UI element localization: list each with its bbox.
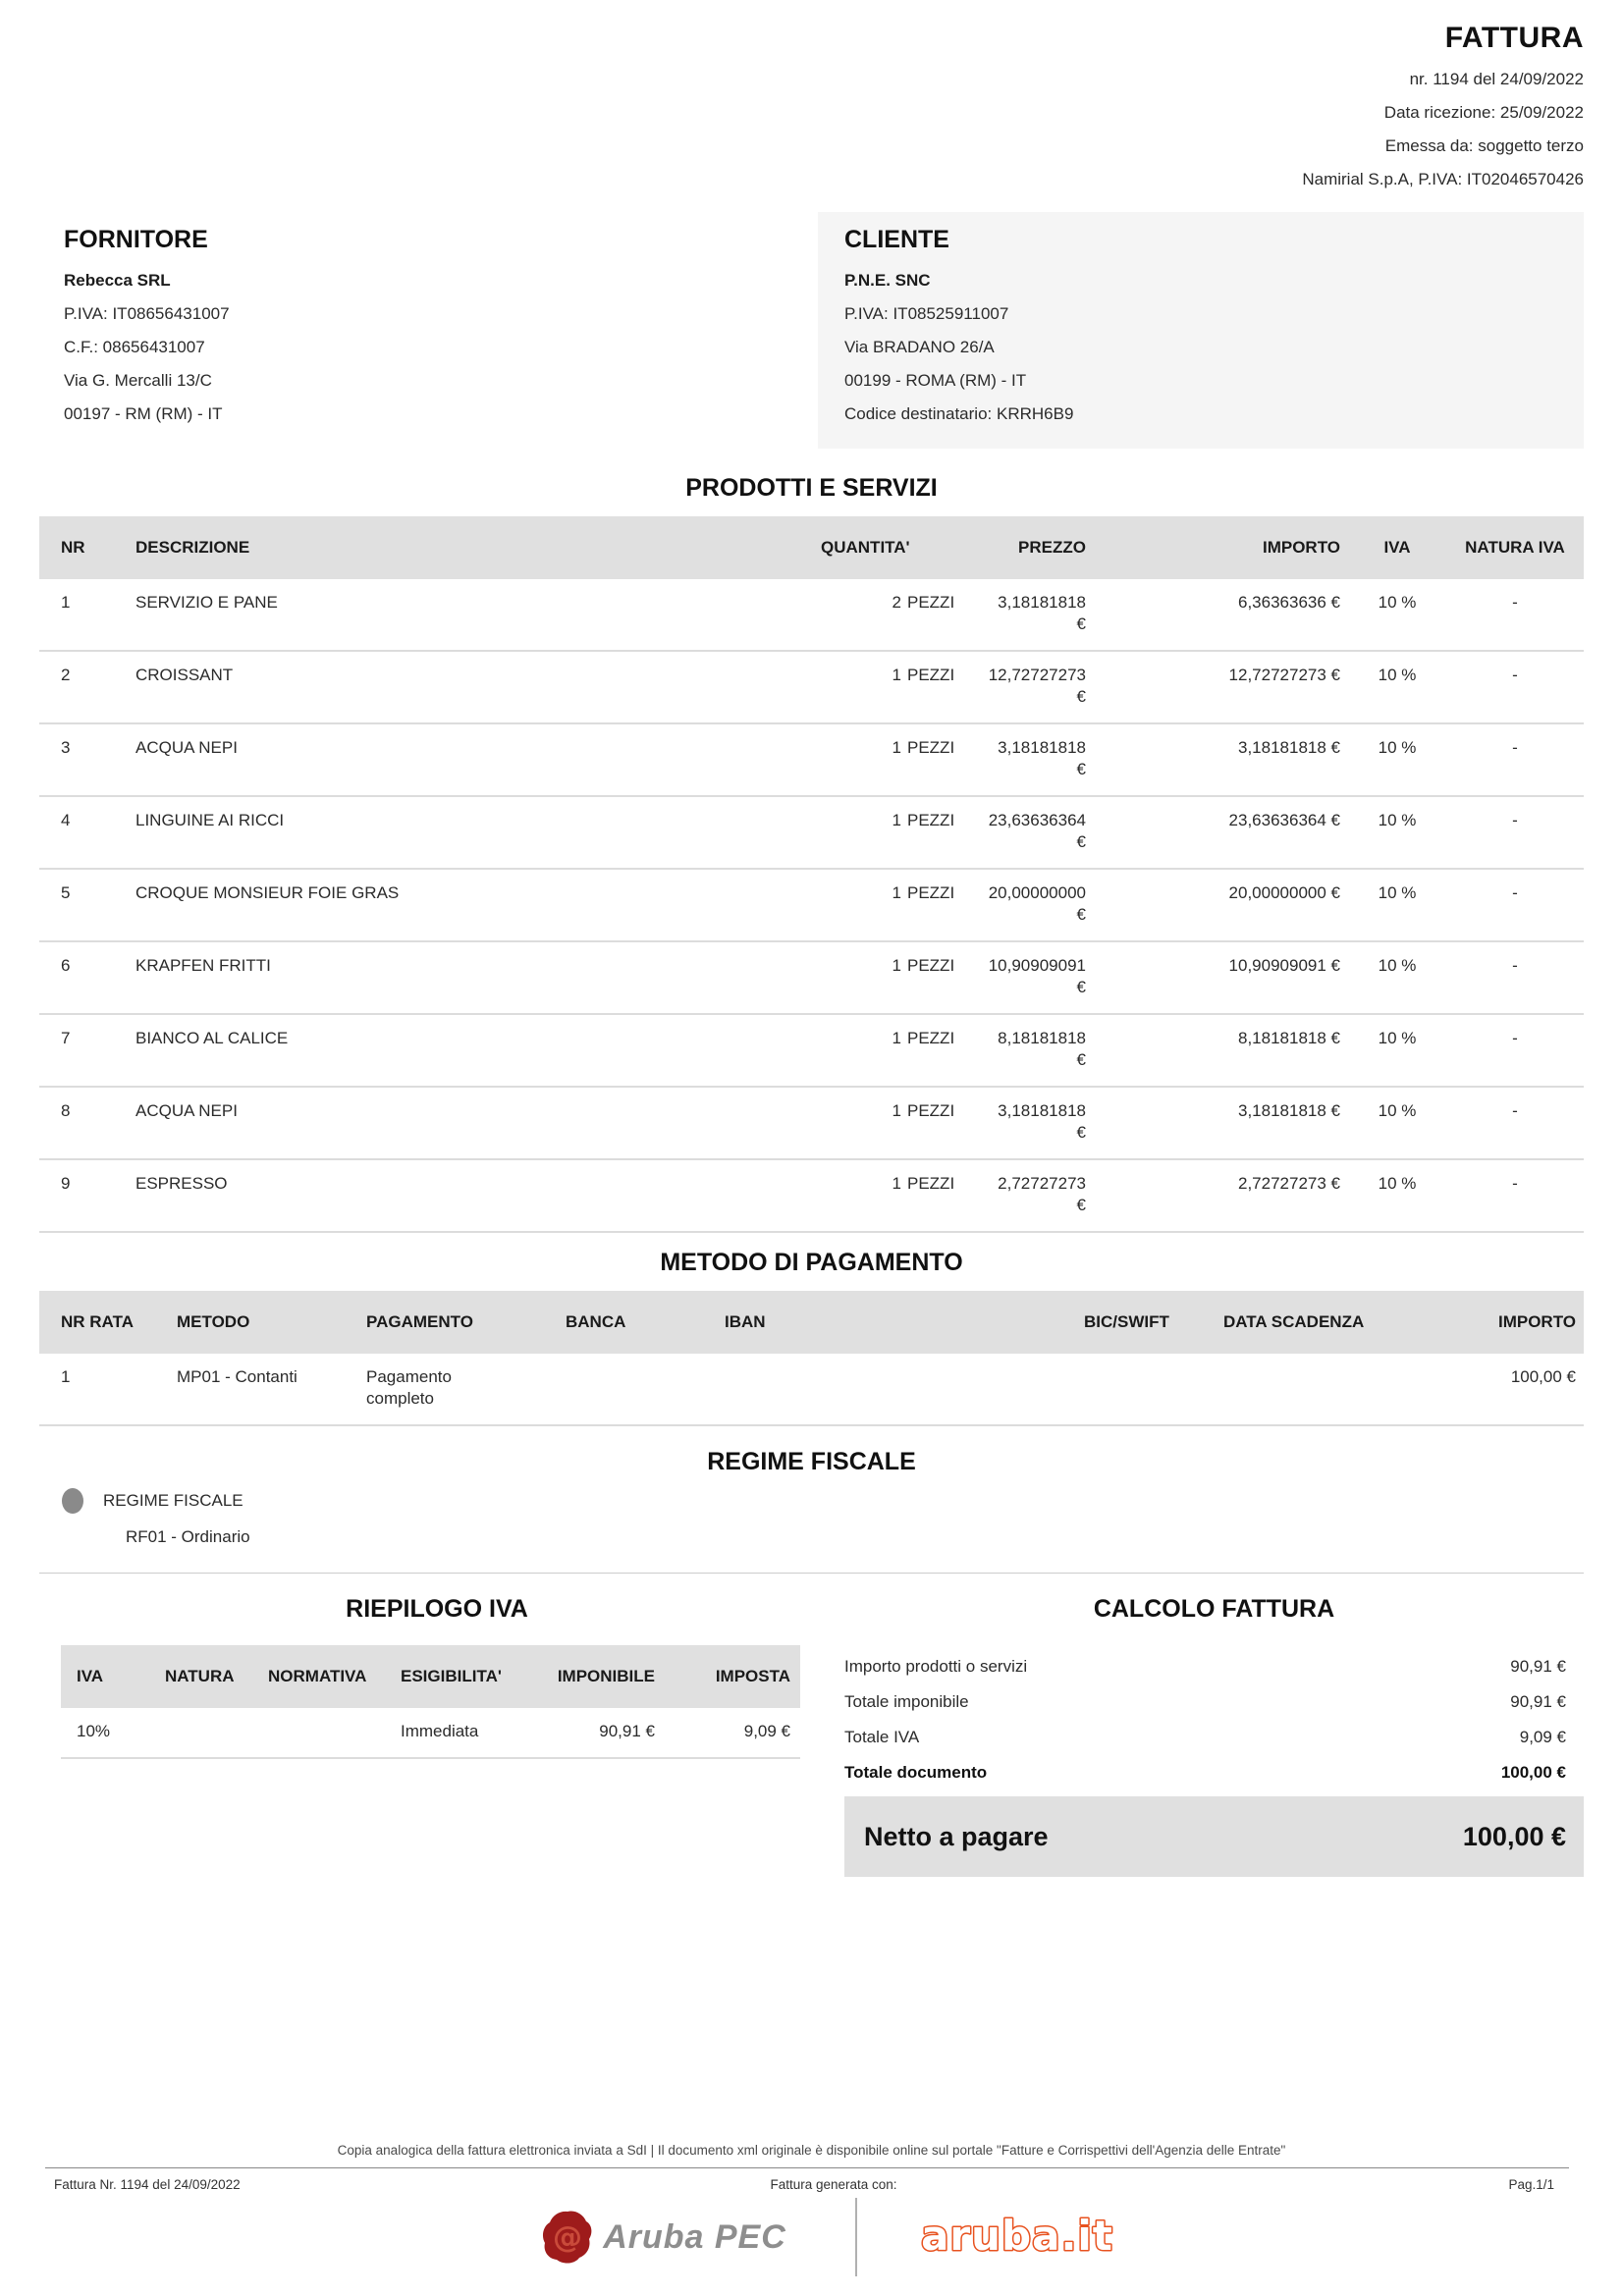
regime-label: REGIME FISCALE bbox=[103, 1491, 243, 1510]
cell-iva: 10 % bbox=[1348, 869, 1446, 941]
col-pagamento: PAGAMENTO bbox=[358, 1291, 558, 1354]
cell-quantita: 1 bbox=[892, 1174, 901, 1193]
cell-importo: 12,72727273 € bbox=[1094, 651, 1348, 723]
cell-iva: 10 % bbox=[1348, 723, 1446, 796]
products-header-row bbox=[39, 516, 1584, 579]
product-row bbox=[39, 579, 1584, 651]
calcolo-label: Totale imponibile bbox=[844, 1692, 969, 1711]
cell-natura-iva: - bbox=[1446, 869, 1584, 941]
invoice-intermediary-line: Namirial S.p.A, P.IVA: IT02046570426 bbox=[1302, 170, 1584, 188]
regime-row bbox=[39, 1488, 1584, 1514]
cell-pagamento: Pagamento completo bbox=[358, 1354, 558, 1425]
calcolo-value: 100,00 € bbox=[1500, 1763, 1566, 1782]
footer-invoice-ref: Fattura Nr. 1194 del 24/09/2022 bbox=[54, 2177, 241, 2192]
calcolo-label: Totale IVA bbox=[844, 1728, 920, 1746]
product-row bbox=[39, 941, 1584, 1014]
calcolo-row bbox=[844, 1684, 1584, 1720]
col-natura-iva: NATURA IVA bbox=[1446, 516, 1584, 579]
product-row bbox=[39, 723, 1584, 796]
calcolo-row-totale-documento bbox=[844, 1755, 1584, 1790]
calcolo-value: 90,91 € bbox=[1510, 1692, 1566, 1711]
cell-descrizione: CROISSANT bbox=[128, 651, 813, 723]
col-metodo: METODO bbox=[169, 1291, 358, 1354]
fornitore-piva: P.IVA: IT08656431007 bbox=[64, 304, 230, 323]
products-section-title: PRODOTTI E SERVIZI bbox=[685, 474, 938, 502]
calcolo-row bbox=[844, 1649, 1584, 1684]
invoice-reception-date-line: Data ricezione: 25/09/2022 bbox=[1383, 103, 1584, 122]
cell-quantita: 1 bbox=[892, 1029, 901, 1047]
product-row bbox=[39, 651, 1584, 723]
riepilogo-title: RIEPILOGO IVA bbox=[346, 1595, 528, 1623]
cell-iva: 10 % bbox=[1348, 1014, 1446, 1087]
fornitore-box bbox=[39, 212, 800, 449]
cell-imponibile: 90,91 € bbox=[522, 1708, 665, 1758]
col-bic-swift: BIC/SWIFT bbox=[1076, 1291, 1216, 1354]
cell-quantita: 2 bbox=[892, 593, 901, 612]
col-banca: BANCA bbox=[558, 1291, 717, 1354]
netto-label: Netto a pagare bbox=[864, 1821, 1049, 1851]
cell-importo: 3,18181818 € bbox=[1094, 723, 1348, 796]
cell-nr: 1 bbox=[39, 579, 128, 651]
cell-nr: 2 bbox=[39, 651, 128, 723]
cell-unit: PEZZI bbox=[907, 666, 955, 684]
cell-unit: PEZZI bbox=[907, 1029, 955, 1047]
cell-quantita: 1 bbox=[892, 738, 901, 757]
cell-iva: 10 % bbox=[1348, 1087, 1446, 1159]
col-iban: IBAN bbox=[717, 1291, 1076, 1354]
cell-quantita: 1 bbox=[892, 883, 901, 902]
cell-natura-iva: - bbox=[1446, 1159, 1584, 1232]
fornitore-address: Via G. Mercalli 13/C bbox=[64, 371, 212, 390]
cell-natura-iva: - bbox=[1446, 941, 1584, 1014]
cell-descrizione: ACQUA NEPI bbox=[128, 1087, 813, 1159]
footer-generated-with: Fattura generata con: bbox=[770, 2177, 897, 2192]
logo-divider bbox=[855, 2198, 857, 2276]
payment-header-row bbox=[39, 1291, 1584, 1354]
col-natura: NATURA bbox=[149, 1645, 252, 1708]
cell-unit: PEZZI bbox=[907, 1101, 955, 1120]
wax-seal-icon bbox=[542, 2210, 593, 2265]
cell-prezzo: 23,63636364 € bbox=[980, 796, 1094, 869]
regime-value: RF01 - Ordinario bbox=[126, 1527, 250, 1546]
cell-quantita: 1 bbox=[892, 666, 901, 684]
aruba-pec-logo bbox=[542, 2210, 786, 2265]
cell-unit: PEZZI bbox=[907, 811, 955, 829]
calcolo-value: 9,09 € bbox=[1519, 1728, 1566, 1746]
cell-natura-iva: - bbox=[1446, 1087, 1584, 1159]
cliente-address: Via BRADANO 26/A bbox=[844, 338, 995, 356]
col-nr-rata: NR RATA bbox=[39, 1291, 169, 1354]
col-descrizione: DESCRIZIONE bbox=[128, 516, 813, 579]
col-esigibilita: ESIGIBILITA' bbox=[385, 1645, 522, 1708]
cell-descrizione: ESPRESSO bbox=[128, 1159, 813, 1232]
cell-descrizione: BIANCO AL CALICE bbox=[128, 1014, 813, 1087]
col-data-scadenza: DATA SCADENZA bbox=[1216, 1291, 1400, 1354]
cell-descrizione: LINGUINE AI RICCI bbox=[128, 796, 813, 869]
footer-row bbox=[54, 2177, 1554, 2192]
cell-unit: PEZZI bbox=[907, 1174, 955, 1193]
fornitore-city: 00197 - RM (RM) - IT bbox=[64, 404, 223, 423]
products-table bbox=[39, 516, 1584, 1233]
cell-natura-iva: - bbox=[1446, 1014, 1584, 1087]
col-imponibile: IMPONIBILE bbox=[522, 1645, 665, 1708]
regime-section-title: REGIME FISCALE bbox=[707, 1448, 916, 1475]
fornitore-heading: FORNITORE bbox=[64, 226, 208, 253]
cell-quantita: 1 bbox=[892, 1101, 901, 1120]
payment-row bbox=[39, 1354, 1584, 1425]
cell-nr: 5 bbox=[39, 869, 128, 941]
product-row bbox=[39, 1087, 1584, 1159]
cell-iban bbox=[717, 1354, 1076, 1425]
cliente-city: 00199 - ROMA (RM) - IT bbox=[844, 371, 1027, 390]
cell-nr: 8 bbox=[39, 1087, 128, 1159]
cell-nr: 9 bbox=[39, 1159, 128, 1232]
riepilogo-row bbox=[61, 1708, 800, 1758]
product-row bbox=[39, 1159, 1584, 1232]
cliente-piva: P.IVA: IT08525911007 bbox=[844, 304, 1009, 323]
col-iva: IVA bbox=[1348, 516, 1446, 579]
footer-note: Copia analogica della fattura elettronica inviata a SdI | Il documento xml originale è disponibile online sul portale "Fatture e Corrispettivi dell'Agenzia delle Entrate" bbox=[337, 2143, 1286, 2158]
cell-unit: PEZZI bbox=[907, 956, 955, 975]
riepilogo-header-row bbox=[61, 1645, 800, 1708]
at-icon: @ bbox=[553, 2220, 583, 2255]
cell-nr-rata: 1 bbox=[39, 1354, 169, 1425]
parties-section bbox=[39, 212, 1584, 449]
col-importo: IMPORTO bbox=[1094, 516, 1348, 579]
cliente-box bbox=[818, 212, 1584, 449]
cell-prezzo: 2,72727273 € bbox=[980, 1159, 1094, 1232]
calcolo-label: Totale documento bbox=[844, 1763, 988, 1782]
cell-importo: 20,00000000 € bbox=[1094, 869, 1348, 941]
cell-prezzo: 3,18181818 € bbox=[980, 723, 1094, 796]
cell-importo: 8,18181818 € bbox=[1094, 1014, 1348, 1087]
cell-nr: 6 bbox=[39, 941, 128, 1014]
aruba-it-wordmark: aruba.it bbox=[920, 2212, 1113, 2260]
cliente-heading: CLIENTE bbox=[844, 226, 949, 253]
payment-table bbox=[39, 1291, 1584, 1426]
footer-page-number: Pag.1/1 bbox=[1508, 2177, 1554, 2192]
payment-section-title: METODO DI PAGAMENTO bbox=[660, 1249, 963, 1276]
col-quantita: QUANTITA' bbox=[813, 516, 980, 579]
cell-prezzo: 12,72727273 € bbox=[980, 651, 1094, 723]
cell-natura-iva: - bbox=[1446, 579, 1584, 651]
product-row bbox=[39, 796, 1584, 869]
cell-prezzo: 10,90909091 € bbox=[980, 941, 1094, 1014]
col-iva: IVA bbox=[61, 1645, 149, 1708]
cell-prezzo: 3,18181818 € bbox=[980, 579, 1094, 651]
cell-bic-swift bbox=[1076, 1354, 1216, 1425]
riepilogo-iva-section bbox=[39, 1595, 835, 1877]
cell-descrizione: KRAPFEN FRITTI bbox=[128, 941, 813, 1014]
col-imposta: IMPOSTA bbox=[665, 1645, 800, 1708]
riepilogo-table bbox=[61, 1645, 800, 1759]
cell-descrizione: ACQUA NEPI bbox=[128, 723, 813, 796]
cell-iva: 10% bbox=[61, 1708, 149, 1758]
calcolo-value: 90,91 € bbox=[1510, 1657, 1566, 1676]
cell-natura bbox=[149, 1708, 252, 1758]
invoice-number-line: nr. 1194 del 24/09/2022 bbox=[1409, 70, 1584, 88]
cell-imposta: 9,09 € bbox=[665, 1708, 800, 1758]
cell-nr: 4 bbox=[39, 796, 128, 869]
aruba-pec-wordmark: Aruba PEC bbox=[603, 2217, 786, 2256]
invoice-title: FATTURA bbox=[1444, 22, 1584, 54]
cell-esigibilita: Immediata bbox=[385, 1708, 522, 1758]
cell-importo: 100,00 € bbox=[1400, 1354, 1584, 1425]
cell-prezzo: 20,00000000 € bbox=[980, 869, 1094, 941]
cell-nr: 3 bbox=[39, 723, 128, 796]
cell-nr: 7 bbox=[39, 1014, 128, 1087]
calcolo-row bbox=[844, 1720, 1584, 1755]
cell-metodo: MP01 - Contanti bbox=[169, 1354, 358, 1425]
col-prezzo: PREZZO bbox=[980, 516, 1094, 579]
cell-importo: 2,72727273 € bbox=[1094, 1159, 1348, 1232]
calcolo-title: CALCOLO FATTURA bbox=[1093, 1595, 1335, 1623]
cell-iva: 10 % bbox=[1348, 796, 1446, 869]
regime-block bbox=[39, 1488, 1584, 1574]
col-nr: NR bbox=[39, 516, 128, 579]
cell-descrizione: CROQUE MONSIEUR FOIE GRAS bbox=[128, 869, 813, 941]
cell-unit: PEZZI bbox=[907, 593, 955, 612]
cell-descrizione: SERVIZIO E PANE bbox=[128, 579, 813, 651]
calcolo-rows bbox=[844, 1649, 1584, 1790]
calcolo-label: Importo prodotti o servizi bbox=[844, 1657, 1028, 1676]
cell-iva: 10 % bbox=[1348, 651, 1446, 723]
cell-quantita: 1 bbox=[892, 811, 901, 829]
cell-quantita: 1 bbox=[892, 956, 901, 975]
cell-iva: 10 % bbox=[1348, 941, 1446, 1014]
cell-unit: PEZZI bbox=[907, 738, 955, 757]
calcolo-fattura-section bbox=[844, 1595, 1584, 1877]
cell-normativa bbox=[252, 1708, 385, 1758]
bullet-icon bbox=[62, 1488, 83, 1514]
product-row bbox=[39, 1014, 1584, 1087]
page-footer bbox=[0, 2143, 1623, 2276]
col-importo: IMPORTO bbox=[1400, 1291, 1584, 1354]
cell-unit: PEZZI bbox=[907, 883, 955, 902]
fornitore-name: Rebecca SRL bbox=[64, 271, 171, 290]
cell-natura-iva: - bbox=[1446, 723, 1584, 796]
cliente-codice-destinatario: Codice destinatario: KRRH6B9 bbox=[844, 404, 1074, 423]
cell-importo: 3,18181818 € bbox=[1094, 1087, 1348, 1159]
cell-banca bbox=[558, 1354, 717, 1425]
footer-logos bbox=[0, 2198, 1623, 2276]
netto-value: 100,00 € bbox=[1462, 1821, 1566, 1851]
cell-natura-iva: - bbox=[1446, 796, 1584, 869]
cell-data-scadenza bbox=[1216, 1354, 1400, 1425]
cell-iva: 10 % bbox=[1348, 1159, 1446, 1232]
cell-iva: 10 % bbox=[1348, 579, 1446, 651]
footer-divider bbox=[45, 2167, 1569, 2168]
col-normativa: NORMATIVA bbox=[252, 1645, 385, 1708]
cell-prezzo: 8,18181818 € bbox=[980, 1014, 1094, 1087]
fornitore-cf: C.F.: 08656431007 bbox=[64, 338, 205, 356]
cell-natura-iva: - bbox=[1446, 651, 1584, 723]
cell-importo: 23,63636364 € bbox=[1094, 796, 1348, 869]
invoice-header bbox=[0, 0, 1623, 196]
product-row bbox=[39, 869, 1584, 941]
cell-importo: 6,36363636 € bbox=[1094, 579, 1348, 651]
aruba-it-logo bbox=[914, 2203, 1120, 2271]
cell-importo: 10,90909091 € bbox=[1094, 941, 1348, 1014]
summary-section bbox=[39, 1595, 1584, 1877]
cell-prezzo: 3,18181818 € bbox=[980, 1087, 1094, 1159]
cliente-name: P.N.E. SNC bbox=[844, 271, 931, 290]
invoice-issuer-line: Emessa da: soggetto terzo bbox=[1384, 136, 1584, 155]
netto-a-pagare-bar bbox=[844, 1796, 1584, 1877]
